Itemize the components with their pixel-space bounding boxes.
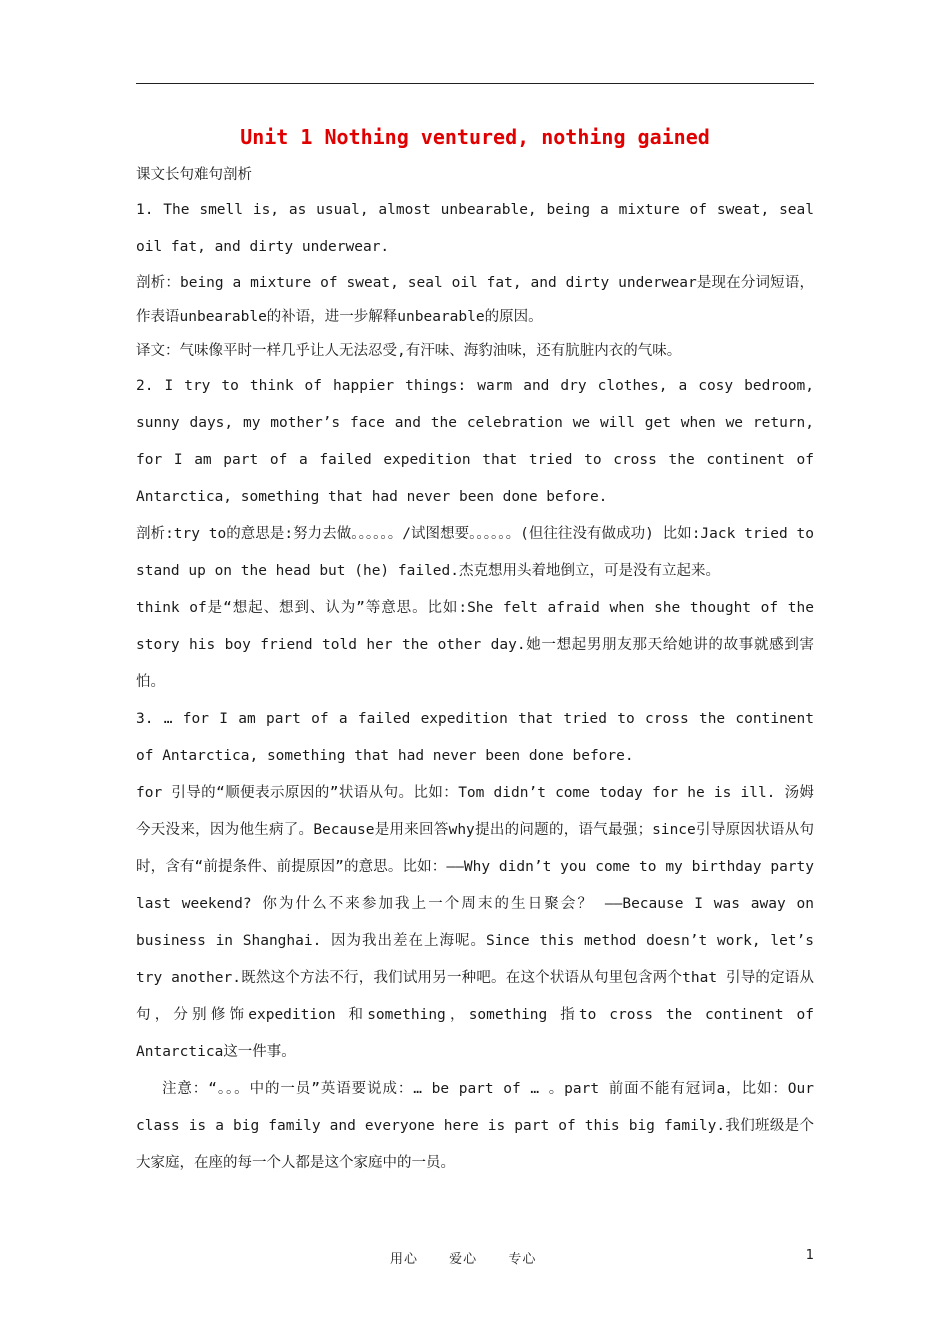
document-body [136, 158, 814, 1182]
paragraph-for-clause: for 引导的“顺便表示原因的”状语从句。比如：Tom didn’t come today for he is ill. 汤姆今天没来，因为他生病了。Because是用来回答why提出的问题的，语气最强；since引导原因状语从句时，含有“前提条件、前提原因”的意思。比如：——Why didn’t you come to my birthday party last weekend? 你为什么不来参加我上一个周末的生日聚会？ ——Because I was away on business in Shanghai. 因为我出差在上海呢。Since this method doesn’t work, let’s try another.既然这个方法不行，我们试用另一种吧。在这个状语从句里包含两个that 引导的定语从句，分别修饰expedition 和something，something 指to cross the continent of Antarctica这一件事。 [136, 785, 814, 1060]
paragraph-2: 2. I try to think of happier things: warm and dry clothes, a cosy bedroom, sunny days, my mother’s face and the celebration we will get when we return, for I am part of a failed expedition that tried to cross the continent of Antarctica, something that had never been done before. [136, 378, 814, 505]
paragraph-note: 注意：“。。。中的一员”英语要说成：… be part of … 。part 前面不能有冠词a，比如：Our class is a big family and everyone here is part of this big family.我们班级是个大家庭，在座的每一个人都是这个家庭中的一员。 [136, 1081, 814, 1171]
page-title: Unit 1 Nothing ventured, nothing gained [240, 125, 710, 149]
page-footer [0, 1246, 950, 1268]
header-rule [136, 83, 814, 84]
footer-motto-word: 用心 [390, 1252, 419, 1267]
footer-motto [390, 1248, 562, 1267]
paragraph-analysis-1: 剖析：being a mixture of sweat, seal oil fat, and dirty underwear是现在分词短语，作表语unbearable的补语，进一步解释unbearable的原因。 [136, 275, 814, 325]
footer-motto-word: 爱心 [449, 1252, 478, 1267]
paragraph-1: 1. The smell is, as usual, almost unbearable, being a mixture of sweat, seal oil fat, and dirty underwear. [136, 202, 814, 255]
page-number: 1 [805, 1248, 814, 1263]
paragraph-translation-1: 译文：气味像平时一样几乎让人无法忍受,有汗味、海豹油味，还有肮脏内衣的气味。 [136, 343, 682, 359]
paragraph-analysis-2: 剖析:try to的意思是:努力去做。。。。。。/试图想要。。。。。。(但往往没有做成功) 比如:Jack tried to stand up on the head but (he) failed.杰克想用头着地倒立，可是没有立起来。 [136, 526, 814, 579]
paragraph-think-of: think of是“想起、想到、认为”等意思。比如:She felt afraid when she thought of the story his boy friend told her the other day.她一想起男朋友那天给她讲的故事就感到害怕。 [136, 600, 814, 690]
footer-motto-word: 专心 [508, 1252, 537, 1267]
paragraph-3: 3. … for I am part of a failed expedition that tried to cross the continent of Antarctica, something that had never been done before. [136, 711, 814, 764]
section-heading: 课文长句难句剖析 [136, 167, 252, 183]
